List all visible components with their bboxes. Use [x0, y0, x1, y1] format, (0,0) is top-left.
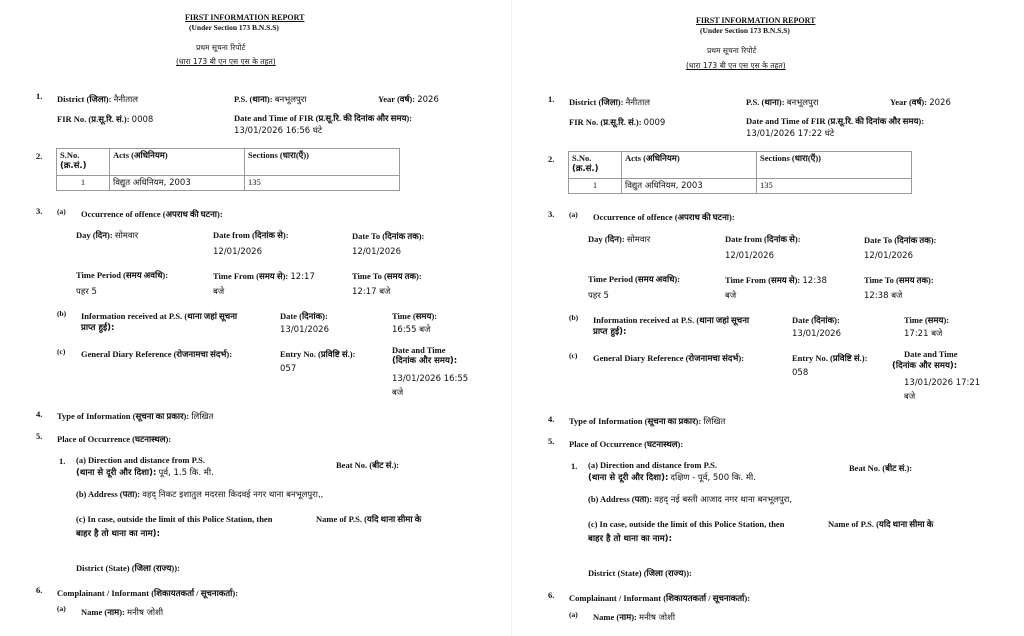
time-to-label: Time To (समय तक):: [352, 271, 422, 281]
outside-limit-label: (c) In case, outside the limit of this Police Station, then: [76, 514, 273, 524]
sub-b-label: (b): [57, 309, 67, 318]
acts-header: Acts (अधिनियम): [113, 150, 168, 160]
time-from-value: 12:38: [802, 276, 827, 286]
info-time-value: 17:21 बजे: [904, 329, 943, 339]
act-name: विद्युत अधिनियम, 2003: [622, 179, 757, 194]
ps-label: P.S. (थाना):: [234, 94, 273, 104]
gd-reference-label: General Diary Reference (रोजनामचा संदर्भ):: [593, 353, 745, 363]
date-to-label: Date To (दिनांक तक):: [864, 235, 937, 245]
entry-no-label: Entry No. (प्रविष्टि सं.):: [792, 353, 868, 363]
date-from-label: Date from (दिनांक से):: [725, 234, 801, 244]
time-from-label: Time From (समय से):: [213, 271, 289, 281]
occurrence-label: Occurrence of offence (अपराध की घटना):: [593, 212, 735, 222]
day-label: Day (दिन):: [76, 230, 113, 240]
time-to-value: 12:17 बजे: [352, 287, 391, 297]
address-label: (b) Address (पता):: [588, 494, 653, 504]
info-date-value: 13/01/2026: [280, 325, 329, 335]
info-type-value: लिखित: [191, 412, 214, 422]
act-section: 135: [245, 176, 400, 191]
time-period-label: Time Period (समय अवधि):: [76, 270, 169, 280]
fir-datetime-label: Date and Time of FIR (प्र.सू.रि. की दिनांक और समय):: [746, 116, 925, 126]
beat-no-label: Beat No. (बीट सं.):: [336, 460, 400, 470]
sub-a-label: (a): [569, 210, 578, 219]
time-period-value: पहर 5: [76, 287, 97, 297]
gd-datetime-unit: बजे: [392, 388, 404, 398]
entry-no-value: 057: [280, 364, 297, 374]
name-ps-label-2: बाहर है तो थाना का नाम):: [76, 529, 160, 539]
info-date-label: Date (दिनांक):: [792, 315, 840, 325]
report-title: FIRST INFORMATION REPORT: [696, 16, 816, 25]
report-title: FIRST INFORMATION REPORT: [185, 13, 305, 22]
date-to-label: Date To (दिनांक तक):: [352, 231, 425, 241]
fir-no-value: 0009: [643, 118, 666, 128]
date-from-value: 12/01/2026: [725, 251, 774, 261]
district-state-label: District (State) (जिला (राज्य)):: [588, 568, 692, 578]
fir-datetime-value: 13/01/2026 17:22 घंटे: [746, 129, 835, 139]
item-number-6: 6.: [548, 590, 555, 600]
name-ps-label: Name of P.S. (यदि थाना सीमा के: [828, 519, 934, 529]
name-label: Name (नाम):: [81, 607, 125, 617]
beat-no-label: Beat No. (बीट सं.):: [849, 463, 913, 473]
sub-c-label: (c): [569, 351, 578, 360]
year-value: 2026: [929, 98, 951, 108]
address-label: (b) Address (पता):: [76, 489, 141, 499]
act-sno: 1: [57, 176, 110, 191]
item-number-6: 6.: [36, 585, 43, 595]
complainant-label: Complainant / Informant (शिकायतकर्ता / सूचनाकर्ता):: [57, 588, 239, 598]
gd-datetime-label: Date and Time: [392, 345, 446, 355]
complainant-sub-a: (a): [57, 604, 66, 613]
name-value: मनीष जोशी: [639, 613, 676, 623]
place-sub-number: 1.: [59, 456, 66, 466]
sno-header: S.No.: [60, 150, 80, 160]
name-label: Name (नाम):: [593, 612, 637, 622]
info-time-label: Time (समय):: [392, 311, 438, 321]
entry-no-label: Entry No. (प्रविष्टि सं.):: [280, 349, 356, 359]
year-label: Year (वर्ष):: [378, 94, 416, 104]
gd-datetime-label: Date and Time: [904, 349, 958, 359]
time-from-label: Time From (समय से):: [725, 275, 801, 285]
complainant-label: Complainant / Informant (शिकायतकर्ता / सूचनाकर्ता):: [569, 593, 751, 603]
acts-header: Acts (अधिनियम): [625, 153, 680, 163]
info-date-value: 13/01/2026: [792, 329, 841, 339]
sub-b-label: (b): [569, 313, 579, 322]
report-title-hindi: प्रथम सूचना रिपोर्ट: [196, 43, 246, 52]
info-received-label: Information received at P.S. (थाना जहां सूचना: [81, 311, 238, 321]
item-number-3: 3.: [548, 209, 555, 219]
direction-label: (a) Direction and distance from P.S.: [76, 455, 205, 465]
direction-value: पूर्व, 1.5 कि. मी.: [158, 468, 214, 478]
info-date-label: Date (दिनांक):: [280, 311, 328, 321]
time-period-value: पहर 5: [588, 291, 609, 301]
item-number-2: 2.: [548, 154, 555, 164]
year-value: 2026: [417, 95, 439, 105]
gd-datetime-value: 13/01/2026 16:55: [392, 374, 469, 384]
item-number-1: 1.: [36, 91, 43, 101]
sno-header: S.No.: [572, 153, 592, 163]
sections-header: Sections (धारा(एँ)): [760, 153, 822, 163]
gd-datetime-unit: बजे: [904, 392, 916, 402]
fir-datetime-label: Date and Time of FIR (प्र.सू.रि. की दिनांक और समय):: [234, 113, 413, 123]
direction-label: (a) Direction and distance from P.S.: [588, 460, 717, 470]
fir-no-label: FIR No. (प्र.सू.रि. सं.):: [57, 114, 130, 124]
time-from-unit: बजे: [725, 291, 737, 301]
item-number-1: 1.: [548, 94, 555, 104]
report-subtitle: (Under Section 173 B.N.S.S): [189, 23, 279, 32]
direction-value: दक्षिण - पूर्व, 500 कि. मी.: [670, 473, 756, 483]
time-to-label: Time To (समय तक):: [864, 275, 934, 285]
info-received-label: Information received at P.S. (थाना जहां सूचना: [593, 315, 750, 325]
district-state-label: District (State) (जिला (राज्य)):: [76, 563, 180, 573]
sub-a-label: (a): [57, 207, 66, 216]
gd-datetime-value: 13/01/2026 17:21: [904, 378, 981, 388]
day-value: सोमवार: [626, 235, 651, 245]
act-section: 135: [757, 179, 912, 194]
fir-no-value: 0008: [131, 115, 154, 125]
acts-table: [56, 148, 400, 191]
fir-datetime-value: 13/01/2026 16:56 घंटे: [234, 126, 323, 136]
report-title-hindi: प्रथम सूचना रिपोर्ट: [707, 46, 757, 55]
entry-no-value: 058: [792, 368, 809, 378]
fir-no-label: FIR No. (प्र.सू.रि. सं.):: [569, 117, 642, 127]
district-value: नैनीताल: [113, 95, 139, 105]
report-subtitle-hindi: (धारा 173 बी एन एस एस के तहत): [686, 61, 786, 70]
report-subtitle-hindi: (धारा 173 बी एन एस एस के तहत): [176, 57, 276, 66]
gd-datetime-label-hindi: (दिनांक और समय):: [392, 356, 458, 366]
complainant-sub-a: (a): [569, 610, 578, 619]
place-sub-number: 1.: [571, 461, 578, 471]
occurrence-label: Occurrence of offence (अपराध की घटना):: [81, 209, 223, 219]
name-ps-label-2: बाहर है तो थाना का नाम):: [588, 534, 672, 544]
direction-label-hindi: (थाना से दूरी और दिशा):: [76, 468, 157, 478]
info-time-label: Time (समय):: [904, 315, 950, 325]
time-from-value: 12:17: [290, 272, 315, 282]
outside-limit-label: (c) In case, outside the limit of this Police Station, then: [588, 519, 785, 529]
sno-header-hindi: (क्र.सं.): [572, 164, 599, 174]
date-to-value: 12/01/2026: [864, 251, 913, 261]
place-label: Place of Occurrence (घटनास्थल):: [569, 439, 684, 449]
info-received-label-2: प्राप्त हुई):: [593, 327, 627, 337]
day-value: सोमवार: [114, 231, 139, 241]
address-value: वहद् नई बस्ती आजाद नगर थाना बनभूलपुरा,: [654, 495, 793, 505]
name-ps-label: Name of P.S. (यदि थाना सीमा के: [316, 514, 422, 524]
time-period-label: Time Period (समय अवधि):: [588, 274, 681, 284]
sections-header: Sections (धारा(एँ)): [248, 150, 310, 160]
date-from-value: 12/01/2026: [213, 247, 262, 257]
district-value: नैनीताल: [625, 98, 651, 108]
item-number-4: 4.: [36, 409, 43, 419]
item-number-5: 5.: [548, 436, 555, 446]
place-label: Place of Occurrence (घटनास्थल):: [57, 434, 172, 444]
ps-value: बनभूलपुरा: [274, 95, 307, 105]
name-value: मनीष जोशी: [127, 608, 164, 618]
day-label: Day (दिन):: [588, 234, 625, 244]
gd-datetime-label-hindi: (दिनांक और समय):: [892, 361, 958, 371]
ps-label: P.S. (थाना):: [746, 97, 785, 107]
item-number-2: 2.: [36, 151, 43, 161]
ps-value: बनभूलपुरा: [786, 98, 819, 108]
sno-header-hindi: (क्र.सं.): [60, 161, 87, 171]
info-type-label: Type of Information (सूचना का प्रकार):: [57, 411, 190, 421]
info-time-value: 16:55 बजे: [392, 325, 431, 335]
info-type-value: लिखित: [703, 417, 726, 427]
sub-c-label: (c): [57, 347, 66, 356]
date-from-label: Date from (दिनांक से):: [213, 230, 289, 240]
address-value: वहद् निकट इशातुल मदरसा किदवई नगर थाना बनभूलपुरा,,: [142, 490, 324, 500]
act-sno: 1: [569, 179, 622, 194]
date-to-value: 12/01/2026: [352, 247, 401, 257]
item-number-3: 3.: [36, 206, 43, 216]
district-label: District (जिला):: [57, 94, 112, 104]
info-received-label-2: प्राप्त हुई):: [81, 323, 115, 333]
acts-table: [568, 151, 912, 194]
direction-label-hindi: (थाना से दूरी और दिशा):: [588, 473, 669, 483]
year-label: Year (वर्ष):: [890, 97, 928, 107]
report-subtitle: (Under Section 173 B.N.S.S): [700, 26, 790, 35]
item-number-4: 4.: [548, 414, 555, 424]
info-type-label: Type of Information (सूचना का प्रकार):: [569, 416, 702, 426]
time-to-value: 12:38 बजे: [864, 291, 903, 301]
item-number-5: 5.: [36, 431, 43, 441]
fir-page-2: [512, 0, 1024, 636]
district-label: District (जिला):: [569, 97, 624, 107]
gd-reference-label: General Diary Reference (रोजनामचा संदर्भ):: [81, 349, 233, 359]
time-from-unit: बजे: [213, 287, 225, 297]
act-name: विद्युत अधिनियम, 2003: [110, 176, 245, 191]
